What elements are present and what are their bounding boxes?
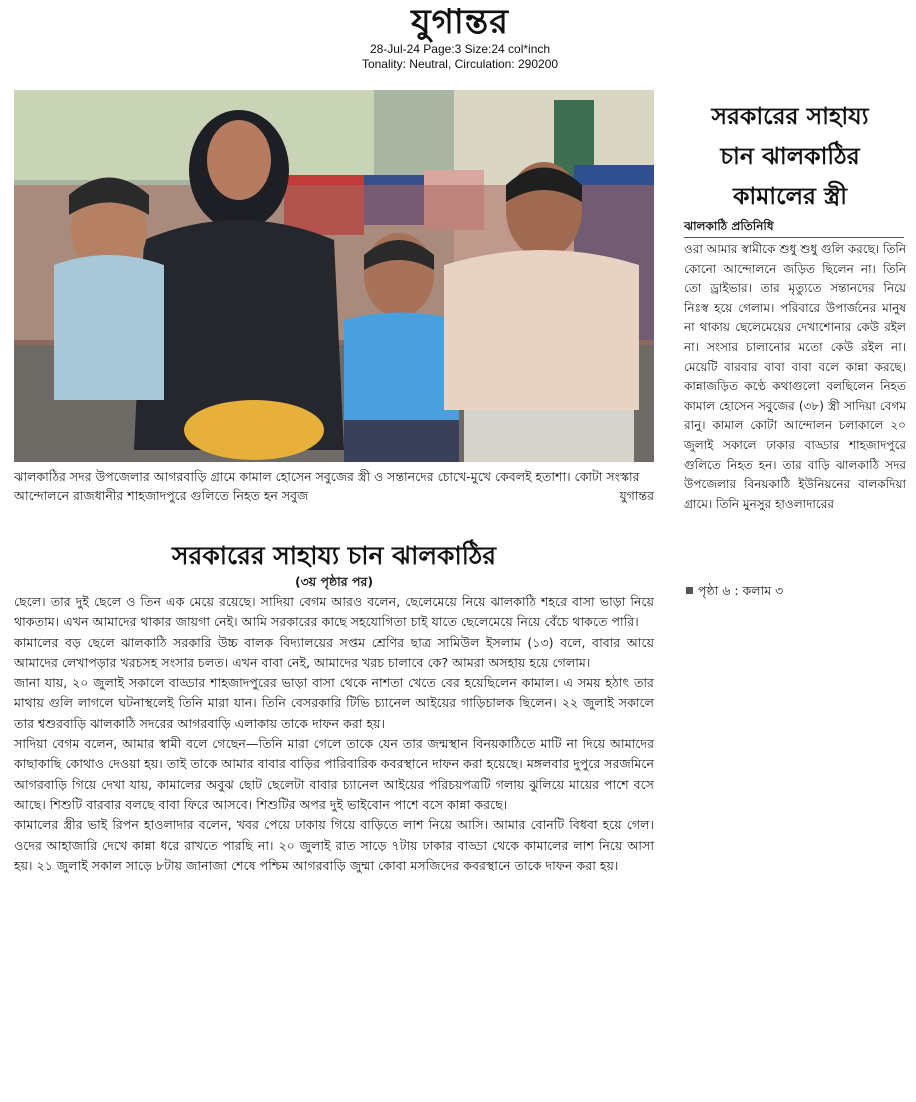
side-article-body: ওরা আমার স্বামীকে শুধু শুধু গুলি করছে। তিনি কোনো আন্দোলনে জড়িত ছিলেন না। তিনি তো ড্রাইভার। তার মৃত্যুতে সন্তানদের নিয়ে নিঃস্ব হয়ে গেলাম। পরিবারে উপার্জনের মানুষ না থাকায় ছেলেমেয়ের দেখাশোনার কেউ রইল না। সংসার চালানোর মতো কেউ রইল না। মেয়েটি বারবার বাবা বাবা বলে কান্না করছে। কান্নাজড়িত কণ্ঠে কথাগুলো বলছিলেন নিহত কামাল হোসেন সবুজের (৩৮) স্ত্রী সাদিয়া বেগম রানু। কামাল কোটা আন্দোলন চলাকালে ২০ জুলাই সকালে ঢাকার বাড্ডার শাহজাদপুরে গুলিতে নিহত হন। তার বাড়ি ঝালকাঠি সদর উপজেলার বিনয়কাঠি ইউনিয়নের বালকদিয়া গ্রামে। তিনি মুনসুর হাওলাদারের (684, 242, 906, 511)
clipping-meta-circulation: Tonality: Neutral, Circulation: 290200 (361, 57, 559, 71)
main-article-body (14, 592, 654, 876)
paragraph: সাদিয়া বেগম বলেন, আমার স্বামী বলে গেছেন—তিনি মারা গেলে তাকে যেন তার জন্মস্থান বিনয়কাঠিতে মাটি না দিয়ে আমাদের কাছাকাছি কোথাও দেওয়া হয়। তাই তাকে আমার বাবার বাড়ির পারিবারিক কবরস্থানে দাফন করা হয়েছে। মঙ্গলবার দুপুরে সরজমিনে আগরবাড়ি গিয়ে দেখা যায়, কামালের অবুঝ ছোট ছেলেটা বাবার চ্যানেল আইয়ের পরিচয়পত্রটি গলায় ঝুলিয়ে মায়ের পাশে বসে আছে। শিশুটি বারবার বলছে বাবা ফিরে আসবে। শিশুটির অপর দুই ভাইবোন পাশে বসে কান্না করছে। (14, 736, 654, 812)
continued-page-ref: পৃষ্ঠা ৬ : কলাম ৩ (698, 583, 784, 598)
square-bullet-icon (686, 587, 693, 594)
side-article-continued (686, 582, 906, 600)
newspaper-logo: যুগান্তর (411, 2, 509, 42)
clipping-meta-date-page: 28-Jul-24 Page:3 Size:24 col*inch (369, 42, 551, 56)
side-headline-line-1: সরকারের সাহায্য (711, 102, 869, 130)
side-article-headline (676, 96, 904, 216)
paragraph: জানা যায়, ২০ জুলাই সকালে বাড্ডার শাহজাদপুরের ভাড়া বাসা থেকে নাশতা খেতে বের হয়েছিলেন কামাল। এ সময় হঠাৎ তার মাথায় গুলি লাগলে ঘটনাস্থলেই তিনি মারা যান। তিনি বেসরকারি টিভি চ্যানেল আইয়ের গাড়িচালক ছিলেন। ২২ জুলাই সকালে তার শ্বশুরবাড়ি ঝালকাঠি সদরের আগরবাড়ি এলাকায় তাকে দাফন করা হয়। (14, 675, 654, 731)
news-photo (14, 90, 654, 462)
paragraph: কামালের স্ত্রীর ভাই রিপন হাওলাদার বলেন, খবর পেয়ে ঢাকায় গিয়ে বাড়িতে লাশ নিয়ে আসি। আমার বোনটি বিধবা হয়ে গেল। ওদের আহাজারি দেখে কান্না ধরে রাখতে পারছি না। ২০ জুলাই রাত সাড়ে ৭টায় ঢাকার বাড্ডা থেকে কামালের লাশ নিয়ে আসা হয়। ২১ জুলাই সকাল সাড়ে ৮টায় জানাজা শেষে পশ্চিম আগরবাড়ি জুম্মা কোবা মসজিদের কবরস্থানে তাকে দাফন করা হয়। (14, 817, 654, 873)
family-photo-illustration (14, 90, 654, 462)
side-article-byline: ঝালকাঠি প্রতিনিধি (684, 217, 904, 238)
side-headline-line-3: কামালের স্ত্রী (732, 182, 848, 210)
main-article-headline: সরকারের সাহায্য চান ঝালকাঠির (172, 541, 496, 570)
paragraph: ছেলে। তার দুই ছেলে ও তিন এক মেয়ে রয়েছে। সাদিয়া বেগম আরও বলেন, ছেলেমেয়ে নিয়ে ঝালকাঠি শহরে বাসা ভাড়া নিয়ে থাকতাম। এখন আমাদের থাকার জায়গা নেই। আমি সরকারের কাছে সহযোগিতা চাই যাতে ছেলেমেয়ে নিয়ে বেঁচে থাকতে পারি। (14, 594, 654, 630)
paragraph: কামালের বড় ছেলে ঝালকাঠি সরকারি উচ্চ বালক বিদ্যালয়ের সপ্তম শ্রেণির ছাত্র সামিউল ইসলাম (১৩) বলে, বাবার আয়ে আমাদের লেখাপড়ার খরচসহ সংসার চলত। এখন বাবা নেই, আমাদের খরচ চালাবে কে? আমরা অসহায় হয়ে গেলাম। (14, 634, 654, 670)
side-headline-line-2: চান ঝালকাঠির (720, 142, 860, 170)
photo-caption (14, 467, 654, 505)
photo-caption-text: ঝালকাঠির সদর উপজেলার আগরবাড়ি গ্রামে কামাল হোসেন সবুজের স্ত্রী ও সন্তানদের চোখে-মুখে কেবলই হতাশা। কোটা সংস্কার আন্দোলনে রাজধানীর শাহজাদপুরে গুলিতে নিহত হন সবুজ (14, 469, 640, 503)
masthead (300, 2, 620, 72)
continued-from-note: (৩য় পৃষ্ঠার পর) (294, 574, 374, 589)
photo-credit: যুগান্তর (613, 486, 654, 505)
